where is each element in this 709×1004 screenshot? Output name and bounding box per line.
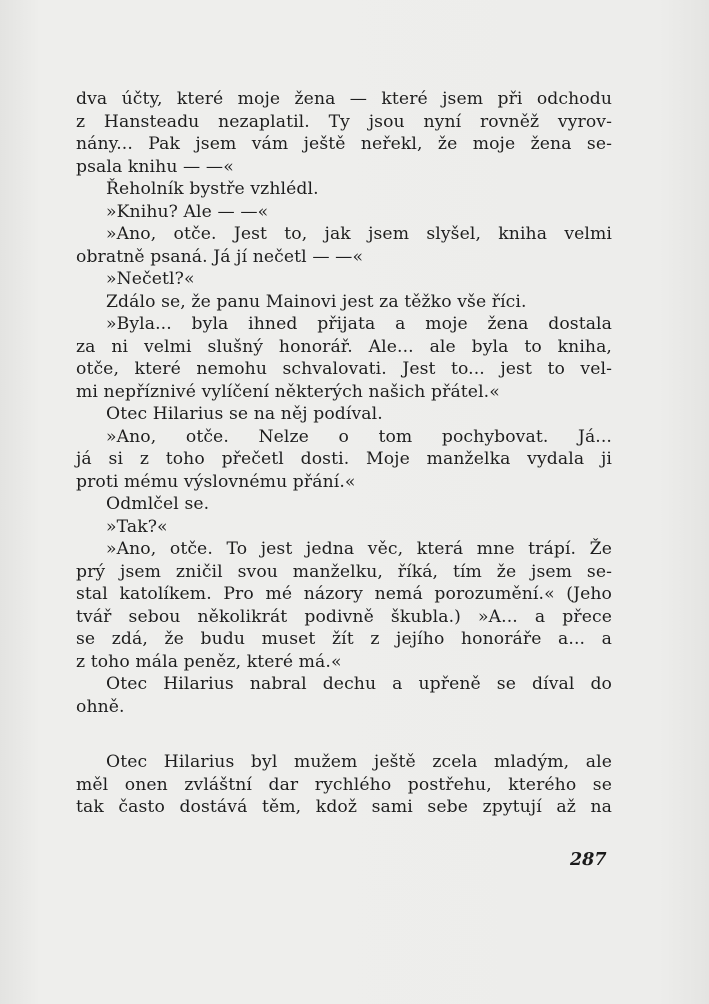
- text-line: ohně.: [76, 696, 125, 717]
- text-line: prý jsem zničil svou manželku, říká, tím že jsem se-: [76, 561, 612, 582]
- text-line: já si z toho přečetl dosti. Moje manželka vydala ji: [76, 449, 612, 469]
- text-line: nány... Pak jsem vám ještě neřekl, že moje žena se-: [76, 134, 612, 154]
- page-number: 287: [570, 850, 607, 870]
- text-line: mi nepříznivé vylíčení některých našich přátel.«: [76, 381, 500, 402]
- text-line: psala knihu — —«: [76, 156, 234, 177]
- body-text: [76, 88, 612, 819]
- text-line: »Ano, otče. To jest jedna věc, která mne trápí. Že: [106, 539, 612, 559]
- text-line: Otec Hilarius byl mužem ještě zcela mladým, ale: [106, 752, 612, 772]
- text-line: stal katolíkem. Pro mé názory nemá porozumění.« (Jeho: [76, 584, 612, 604]
- section-break: [76, 718, 612, 751]
- text-line: »Nečetl?«: [106, 269, 195, 289]
- text-line: dva účty, které moje žena — které jsem při odchodu: [76, 89, 612, 109]
- text-line: z toho mála peněz, které má.«: [76, 651, 342, 672]
- text-line: Otec Hilarius nabral dechu a upřeně se díval do: [106, 674, 612, 694]
- text-line: »Ano, otče. Jest to, jak jsem slyšel, kniha velmi: [106, 224, 612, 244]
- text-line: Zdálo se, že panu Mainovi jest za těžko vše říci.: [106, 291, 527, 312]
- text-line: Řeholník bystře vzhlédl.: [106, 179, 319, 199]
- text-line: tak často dostává těm, kdož sami sebe zpytují až na: [76, 797, 612, 817]
- text-line: Otec Hilarius se na něj podíval.: [106, 404, 383, 424]
- text-line: »Tak?«: [106, 516, 168, 537]
- text-line: měl onen zvláštní dar rychlého postřehu, kterého se: [76, 774, 612, 795]
- text-line: z Hansteadu nezaplatil. Ty jsou nyní rovněž vyrov-: [76, 111, 612, 132]
- text-line: »Byla... byla ihned přijata a moje žena dostala: [106, 314, 612, 334]
- text-line: za ni velmi slušný honorář. Ale... ale byla to kniha,: [76, 336, 612, 357]
- text-line: »Ano, otče. Nelze o tom pochybovat. Já...: [106, 426, 612, 447]
- text-line: proti mému výslovnému přání.«: [76, 471, 356, 492]
- text-line: obratně psaná. Já jí nečetl — —«: [76, 246, 364, 267]
- text-line: tvář sebou několikrát podivně škubla.) »A... a přece: [76, 606, 612, 627]
- text-line: otče, které nemohu schvalovati. Jest to... jest to vel-: [76, 359, 612, 379]
- text-line: Odmlčel se.: [106, 494, 210, 514]
- text-line: »Knihu? Ale — —«: [106, 201, 269, 222]
- text-line: se zdá, že budu muset žít z jejího honoráře a... a: [76, 629, 612, 649]
